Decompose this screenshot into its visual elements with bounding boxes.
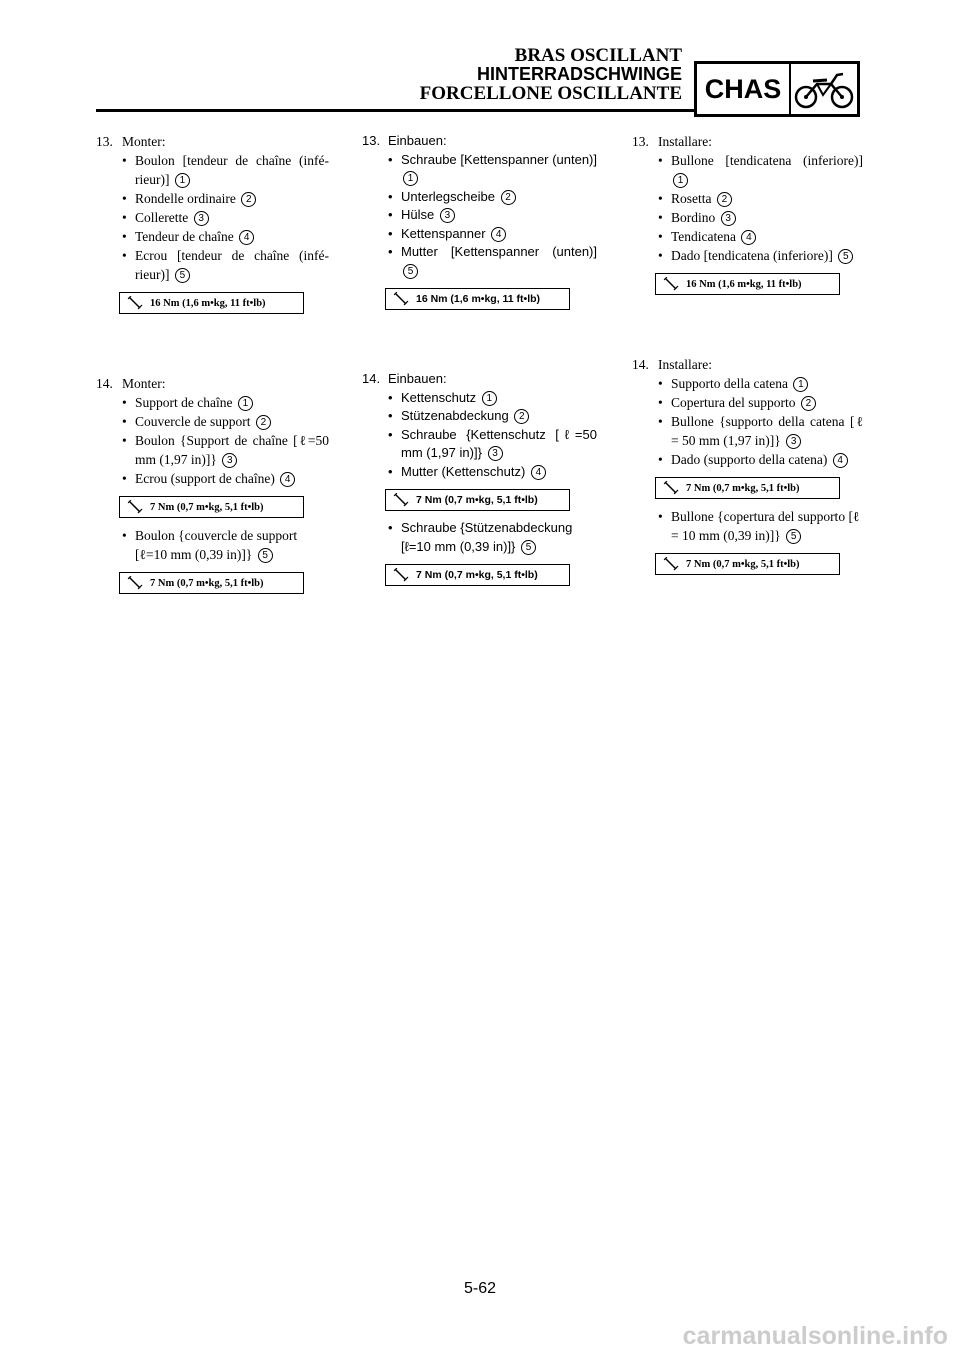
torque-spec: 7 Nm (0,7 m•kg, 5,1 ft•lb) [119, 572, 304, 594]
torque-spec: 16 Nm (1,6 m•kg, 11 ft•lb) [655, 273, 840, 295]
list-item: • Kettenspanner 4 [388, 225, 597, 244]
torque-spec: 16 Nm (1,6 m•kg, 11 ft•lb) [385, 288, 570, 310]
torque-wrench-icon [120, 497, 150, 517]
step-number: 14. [362, 371, 381, 386]
list-item: • Supporto della catena 1 [658, 374, 863, 393]
list-item: • Bullone {supporto della catena [ℓ = 50 mm (1,97 in)]} 3 [658, 414, 863, 448]
step-title: Installare: [658, 357, 712, 372]
step-number: 14. [96, 376, 113, 391]
header-rule [96, 109, 694, 112]
watermark: carmanualsonline.info [682, 1322, 948, 1350]
step-number: 14. [632, 357, 649, 372]
section-code: CHAS [697, 64, 791, 114]
list-item: • Rosetta 2 [658, 189, 863, 208]
list-item: • Bullone [tendicatena (inferiore)] 1 [658, 153, 863, 186]
list-item: • Ecrou [tendeur de chaîne (infé-rieur)] 5 [122, 248, 329, 282]
column-italian [632, 132, 863, 583]
column-german [362, 132, 597, 594]
list-item: • Bullone {copertura del supporto [ℓ = 10 mm (0,39 in)]} 5 [658, 509, 860, 543]
list-item: • Boulon [tendeur de chaîne (infé-rieur)] 1 [122, 153, 329, 187]
torque-spec: 7 Nm (0,7 m•kg, 5,1 ft•lb) [385, 489, 570, 511]
list-item: • Support de chaîne 1 [122, 393, 329, 412]
list-item: • Stützenabdeckung 2 [388, 407, 597, 426]
torque-spec: 7 Nm (0,7 m•kg, 5,1 ft•lb) [385, 564, 570, 586]
torque-wrench-icon [656, 554, 686, 574]
title-french: BRAS OSCILLANT [514, 45, 682, 66]
list-item: • Tendeur de chaîne 4 [122, 227, 329, 246]
torque-wrench-icon [120, 293, 150, 313]
list-item: • Dado (supporto della catena) 4 [658, 450, 863, 469]
list-item: • Bordino 3 [658, 208, 863, 227]
section-titles [420, 46, 682, 103]
list-item: • Boulon {Support de chaîne [ℓ=50 mm (1,97 in)]} 3 [122, 433, 329, 467]
motorcycle-icon [791, 64, 857, 114]
torque-wrench-icon [656, 478, 686, 498]
torque-spec: 7 Nm (0,7 m•kg, 5,1 ft•lb) [655, 553, 840, 575]
list-item: • Hülse 3 [388, 206, 597, 225]
step-14 [362, 370, 597, 389]
torque-wrench-icon [386, 289, 416, 309]
list-item: • Mutter (Kettenschutz) 4 [388, 463, 597, 482]
list-item: • Tendicatena 4 [658, 227, 863, 246]
step-title: Monter: [122, 134, 166, 149]
list-item: • Kettenschutz 1 [388, 389, 597, 408]
step-title: Installare: [658, 134, 712, 149]
step-13 [96, 132, 329, 151]
torque-wrench-icon [386, 565, 416, 585]
step-title: Monter: [122, 376, 166, 391]
step-13 [362, 132, 597, 151]
list-item: • Mutter [Kettenspanner (unten)] 5 [388, 244, 597, 277]
step-14 [632, 355, 863, 374]
list-item: • Boulon {couvercle de support [ℓ=10 mm (0,39 in)]} 5 [122, 528, 298, 562]
step-13 [632, 132, 863, 151]
torque-spec: 7 Nm (0,7 m•kg, 5,1 ft•lb) [655, 477, 840, 499]
list-item: • Schraube {Kettenschutz [ℓ=50 mm (1,97 in)]} 3 [388, 426, 597, 460]
torque-wrench-icon [656, 274, 686, 294]
list-item: • Unterlegscheibe 2 [388, 188, 597, 207]
list-item: • Collerette 3 [122, 208, 329, 227]
list-item: • Schraube [Kettenspanner (unten)] 1 [388, 151, 597, 184]
page-number: 5-62 [463, 1280, 497, 1297]
list-item: • Ecrou (support de chaîne) 4 [122, 469, 329, 488]
list-item: • Couvercle de support 2 [122, 412, 329, 431]
torque-wrench-icon [120, 573, 150, 593]
step-number: 13. [362, 133, 381, 148]
list-item: • Schraube {Stützenabdeckung [ℓ=10 mm (0,39 in)]} 5 [388, 520, 573, 554]
torque-spec: 7 Nm (0,7 m•kg, 5,1 ft•lb) [119, 496, 304, 518]
list-item: • Dado [tendicatena (inferiore)] 5 [658, 246, 863, 265]
torque-wrench-icon [386, 490, 416, 510]
section-badge [694, 61, 860, 117]
title-german: HINTERRADSCHWINGE [477, 64, 682, 84]
list-item: • Rondelle ordinaire 2 [122, 189, 329, 208]
column-french [96, 132, 329, 602]
list-item: • Copertura del supporto 2 [658, 393, 863, 412]
step-title: Einbauen: [388, 133, 447, 148]
step-number: 13. [96, 134, 113, 149]
step-number: 13. [632, 134, 649, 149]
title-italian: FORCELLONE OSCILLANTE [419, 83, 682, 104]
step-title: Einbauen: [388, 371, 447, 386]
step-14 [96, 374, 329, 393]
torque-spec: 16 Nm (1,6 m•kg, 11 ft•lb) [119, 292, 304, 314]
